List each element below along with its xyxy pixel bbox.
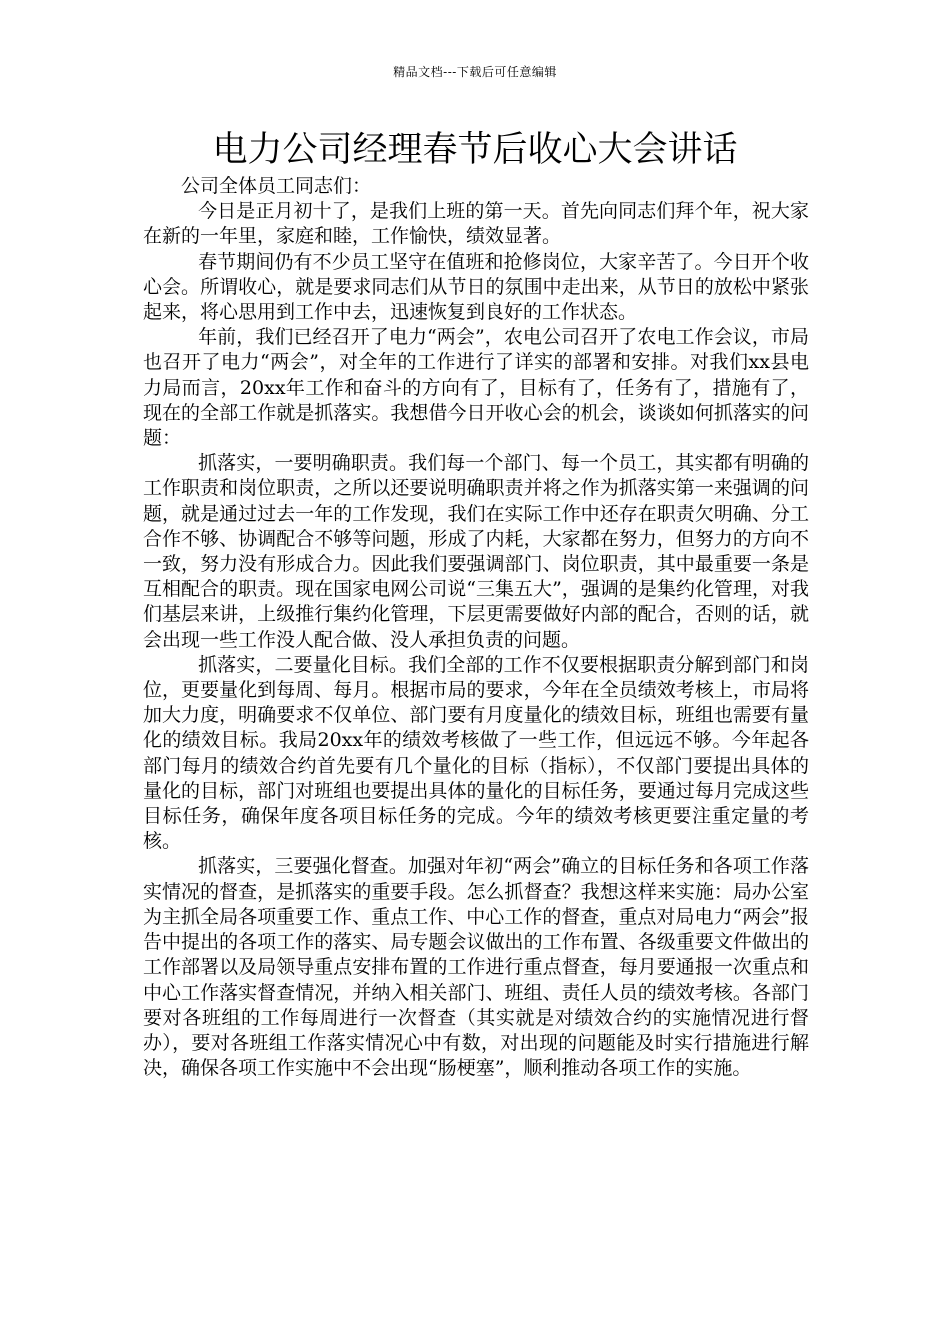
page-header: 精品文档---下载后可任意编辑 [393, 65, 557, 79]
salutation: 公司全体员工同志们： [181, 175, 372, 197]
paragraph-supervision: 抓落实，三要强化督查。加强对年初“两会”确立的目标任务和各项工作落实情况的督查，是抓落实的重要手段。怎么抓督查？我想这样来实施：局办公室为主抓全局各项重要工作、重点工作、中心工作的督查，重点对局电力“两会”报告中提出的各项工作的落实、局专题会议做出的工作布置、各级重要文件做出的工作部署以及局领导重点安排布置的工作进行重点督查，每月要通报一次重点和中心工作落实督查情况，并纳入相关部门、班组、责任人员的绩效考核。各部门要对各班组的工作每周进行一次督查（其实就是对绩效合约的实施情况进行督办），要对各班组工作落实情况心中有数，对出现的问题能及时实行措施进行解决，确保各项工作实施中不会出现“肠梗塞”，顺利推动各项工作的实施。 [143, 855, 809, 1080]
document-title: 电力公司经理春节后收心大会讲话 [212, 130, 738, 170]
document-body [143, 174, 809, 1081]
paragraph-quantify-targets: 抓落实，二要量化目标。我们全部的工作不仅要根据职责分解到部门和岗位，更要量化到每周、每月。根据市局的要求，今年在全员绩效考核上，市局将加大力度，明确要求不仅单位、部门要有月度量化的绩效目标，班组也需要有量化的绩效目标。我局20xx年的绩效考核做了一些工作，但远远不够。今年起各部门每月的绩效合约首先要有几个量化的目标（指标），不仅部门要提出具体的量化的目标，部门对班组也要提出具体的量化的目标任务，要通过每月完成这些目标任务，确保年度各项目标任务的完成。今年的绩效考核更要注重定量的考核。 [143, 653, 809, 853]
paragraph-annual-plan: 年前，我们已经召开了电力“两会”，农电公司召开了农电工作会议，市局也召开了电力“两会”，对全年的工作进行了详实的部署和安排。对我们xx县电力局而言，20xx年工作和奋斗的方向有了，目标有了，任务有了，措施有了，现在的全部工作就是抓落实。我想借今日开收心会的机会，谈谈如何抓落实的问题： [143, 326, 809, 450]
paragraph-clarify-duties: 抓落实，一要明确职责。我们每一个部门、每一个员工，其实都有明确的工作职责和岗位职责，之所以还要说明确职责并将之作为抓落实第一来强调的问题，就是通过过去一年的工作发现，我们在实际工作中还存在职责欠明确、分工合作不够、协调配合不够等问题，形成了内耗，大家都在努力，但努力的方向不一致，努力没有形成合力。因此我们要强调部门、岗位职责，其中最重要一条是互相配合的职责。现在国家电网公司说“三集五大”，强调的是集约化管理，对我们基层来讲，上级推行集约化管理，下层更需要做好内部的配合，否则的话，就会出现一些工作没人配合做、没人承担负责的问题。 [143, 452, 809, 651]
paragraph-greeting: 今日是正月初十了，是我们上班的第一天。首先向同志们拜个年，祝大家在新的一年里，家庭和睦，工作愉快，绩效显著。 [143, 200, 809, 248]
paragraph-holiday: 春节期间仍有不少员工坚守在值班和抢修岗位，大家辛苦了。今日开个收心会。所谓收心，就是要求同志们从节日的氛围中走出来，从节日的放松中紧张起来，将心思用到工作中去，迅速恢复到良好的工作状态。 [143, 250, 809, 324]
